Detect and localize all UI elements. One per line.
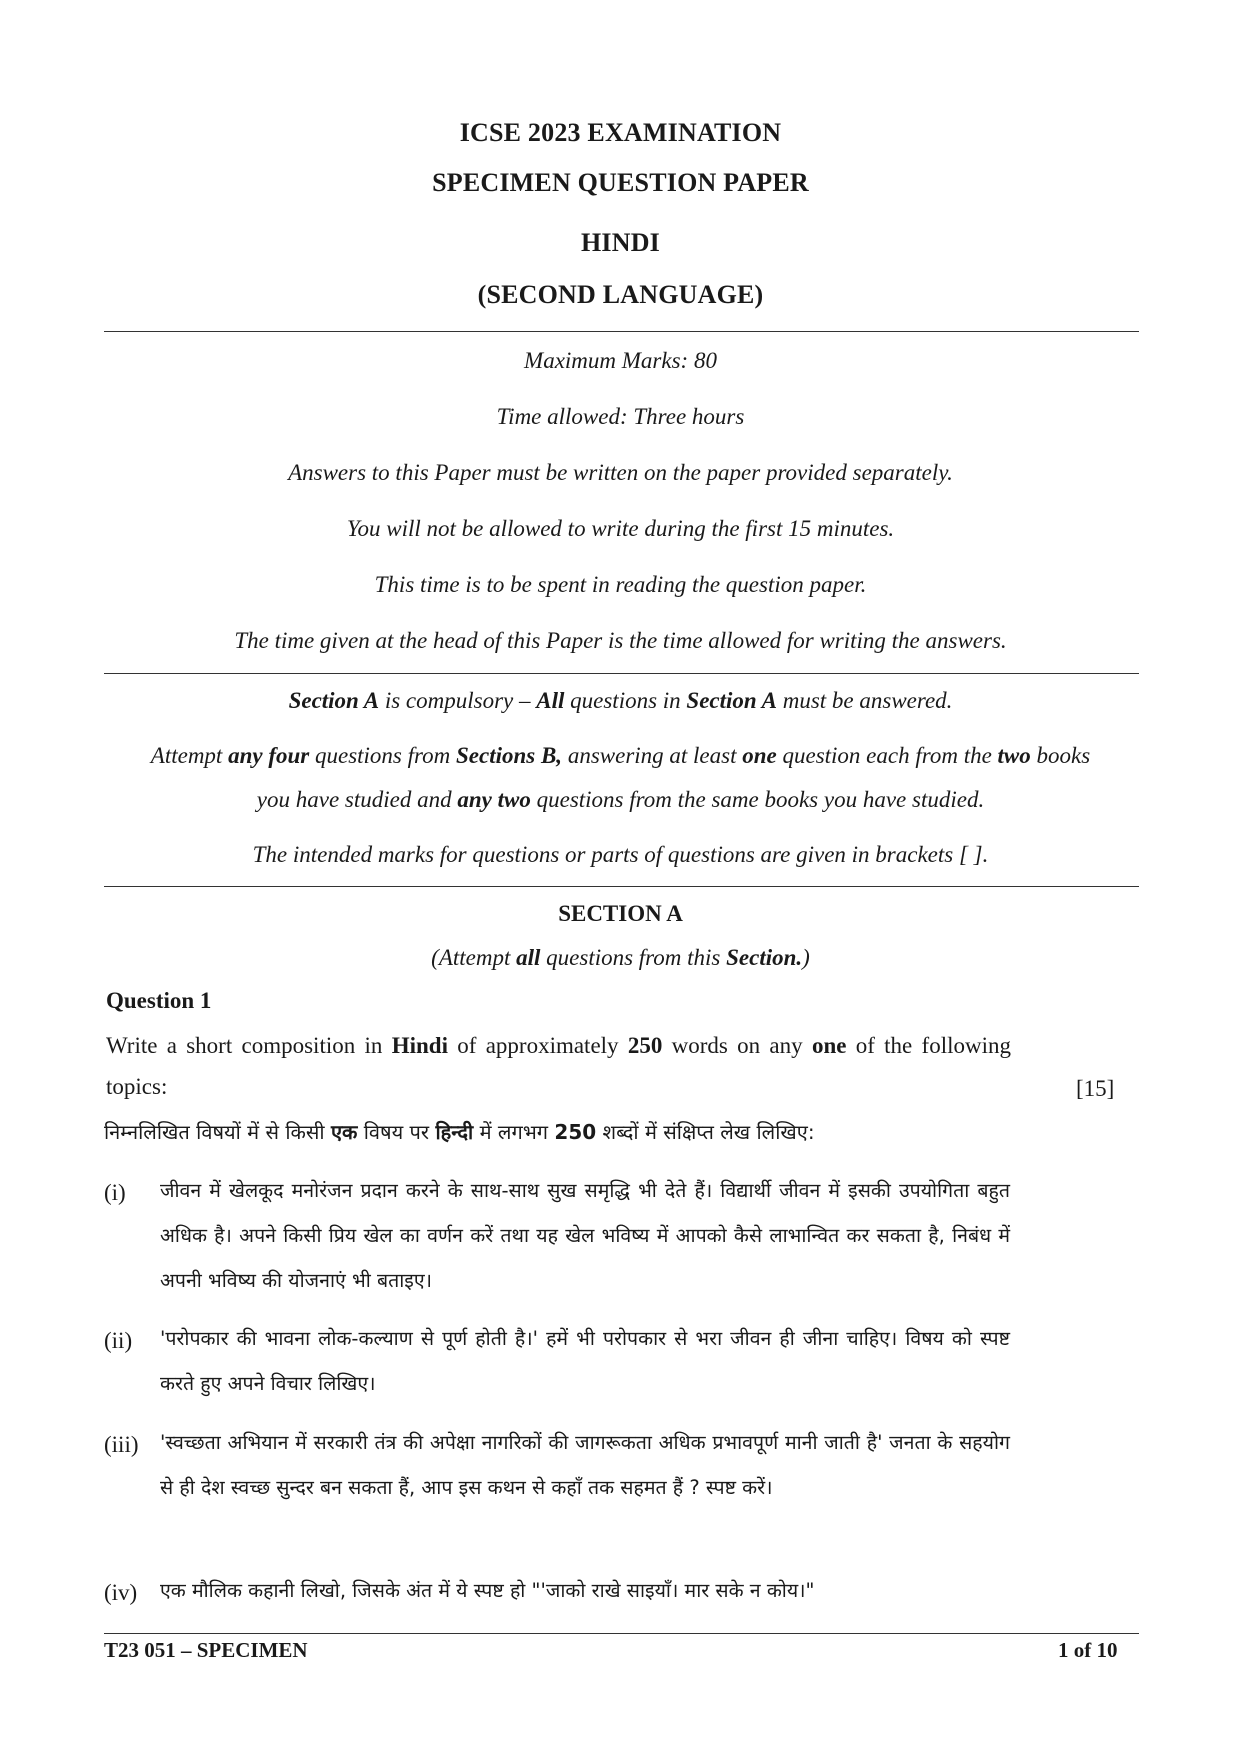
divider — [104, 673, 1139, 674]
subject-subtitle: (SECOND LANGUAGE) — [477, 280, 764, 309]
section-subtitle: (Attempt all questions from this Section.) — [431, 945, 810, 970]
max-marks: Maximum Marks: 80 — [524, 348, 717, 373]
divider — [104, 886, 1139, 887]
question-marks: [15] — [1076, 1076, 1115, 1101]
topic-text: जीवन में खेलकूद मनोरंजन प्रदान करने के साथ-साथ सुख समृद्धि भी देते हैं। विद्यार्थी जीवन में इसकी उपयोगिता बहुत अधिक है। अपने किसी प्रिय खेल का वर्णन करें तथा यह खेल भविष्य में आपको कैसे लाभान्वित कर सकता है, निबंध में अपनी भविष्य की योजनाएं भी बताइए। — [160, 1179, 1010, 1292]
rule-attempt: Attempt any four questions from Sections B, answering at least one question each from the two books — [150, 743, 1091, 768]
question-heading: Question 1 — [106, 988, 212, 1013]
instruction-not-allowed: You will not be allowed to write during the first 15 minutes. — [346, 516, 895, 541]
footer-divider — [104, 1633, 1139, 1634]
topic-number: (ii) — [104, 1328, 133, 1353]
time-allowed: Time allowed: Three hours — [496, 404, 745, 429]
topic-text: 'स्वच्छता अभियान में सरकारी तंत्र की अपेक्षा नागरिकों की जागरूकता अधिक प्रभावपूर्ण मानी जाती है' जनता के सहयोग से ही देश स्वच्छ सुन्दर बन सकता हैं, आप इस कथन से कहाँ तक सहमत हैं ? स्पष्ट करें। — [160, 1431, 1010, 1499]
footer-code: T23 051 – SPECIMEN — [104, 1638, 308, 1662]
instruction-answers: Answers to this Paper must be written on the paper provided separately. — [288, 460, 953, 485]
topic-text: एक मौलिक कहानी लिखो, जिसके अंत में ये स्पष्ट हो "'जाको राखे साइयाँ। मार सके न कोय।" — [160, 1579, 815, 1602]
paper-type: SPECIMEN QUESTION PAPER — [432, 168, 809, 197]
rule-section-a: Section A is compulsory – All questions in Section A must be answered. — [288, 688, 953, 713]
divider — [104, 331, 1139, 332]
subject-title: HINDI — [580, 228, 660, 257]
topic-number: (i) — [104, 1180, 126, 1205]
instruction-reading: This time is to be spent in reading the question paper. — [374, 572, 867, 597]
topic-number: (iv) — [104, 1580, 138, 1605]
rule-attempt-cont: you have studied and any two questions from the same books you have studied. — [256, 787, 985, 812]
rule-marks: The intended marks for questions or parts of questions are given in brackets [ ]. — [252, 842, 989, 867]
exam-title: ICSE 2023 EXAMINATION — [459, 118, 782, 147]
question-text-hindi: निम्नलिखित विषयों में से किसी एक विषय पर हिन्दी में लगभग 250 शब्दों में संक्षिप्त लेख लिखिए: — [104, 1120, 815, 1144]
question-text: Write a short composition in Hindi of approximately 250 words on any one of the following topics: — [106, 1033, 1011, 1099]
instruction-time-given: The time given at the head of this Paper is the time allowed for writing the answers. — [234, 628, 1007, 653]
page-number: 1 of 10 — [1058, 1638, 1118, 1662]
topic-text: 'परोपकार की भावना लोक-कल्याण से पूर्ण होती है।' हमें भी परोपकार से भरा जीवन ही जीना चाहिए। विषय को स्पष्ट करते हुए अपने विचार लिखिए। — [160, 1327, 1010, 1395]
section-title: SECTION A — [558, 901, 683, 926]
topic-number: (iii) — [104, 1432, 139, 1457]
